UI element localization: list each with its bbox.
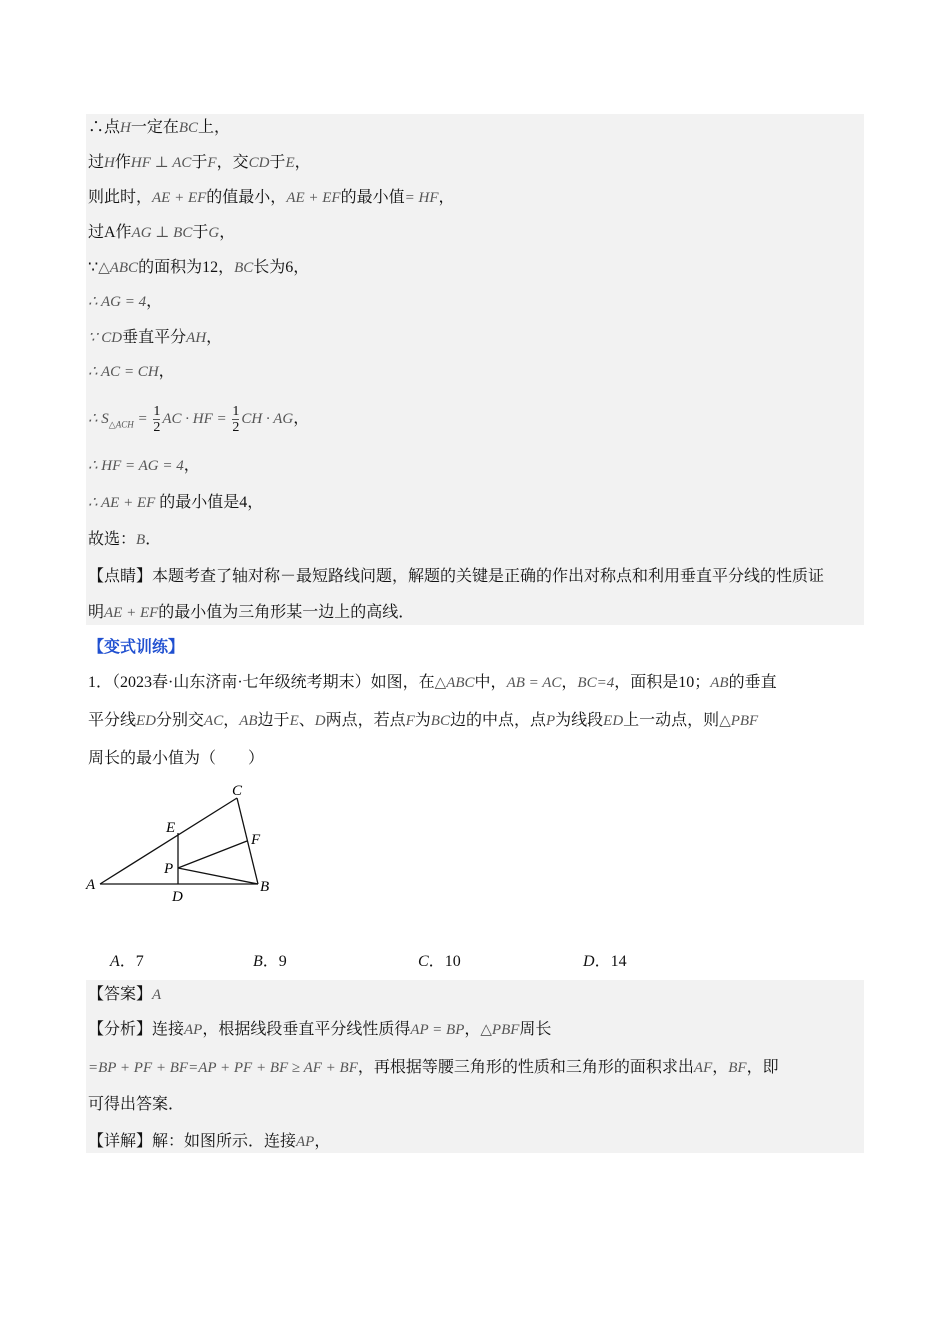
math-expression: CD	[248, 155, 270, 171]
text-line	[88, 153, 311, 173]
text-segment: 【点睛】本题考查了轴对称－最短路线问题，解题的关键是正确的作出对称点和利用垂直平分线的性质证	[88, 568, 825, 585]
option-d[interactable]: D．14	[583, 953, 627, 970]
text-segment: ，	[146, 293, 163, 310]
math-expression: AP	[296, 1134, 315, 1150]
text-line	[88, 530, 161, 550]
text-segment: ，	[223, 712, 240, 729]
text-segment: 的最小值为三角形某一边上的高线．	[158, 604, 415, 621]
denominator: 2	[153, 420, 161, 435]
math-expression: E	[289, 713, 299, 729]
math-expression: H	[120, 120, 131, 136]
math-expression: ∴ AE + EF	[88, 495, 156, 511]
text-line	[88, 292, 162, 312]
text-line	[88, 118, 230, 138]
math-expression: AC	[204, 713, 224, 729]
text-segment: 过A作	[88, 224, 132, 241]
math-expression: AE + EF	[152, 190, 207, 206]
text-line	[88, 711, 758, 731]
math-expression: H	[104, 155, 115, 171]
text-segment: 明	[88, 604, 105, 621]
math-expression: AB	[239, 713, 258, 729]
math-expression: D	[314, 713, 326, 729]
text-segment: 于	[192, 224, 209, 241]
option-value: 7	[135, 953, 144, 970]
text-segment: ，	[294, 154, 311, 171]
math-expression: ∴ HF = AG = 4	[88, 458, 184, 474]
option-letter: A	[110, 953, 120, 970]
text-segment: 长为6，	[253, 259, 310, 276]
option-value: 10	[444, 953, 461, 970]
text-segment: 可得出答案．	[88, 1096, 185, 1113]
option-value: 9	[278, 953, 287, 970]
text-segment: 于	[191, 154, 208, 171]
area-prefix: ∴ S	[88, 411, 109, 428]
text-segment: 故选：	[88, 531, 137, 548]
text-segment: ，再根据等腰三角形的性质和三角形的面积求出	[357, 1059, 694, 1076]
math-expression: AH	[186, 330, 207, 346]
text-segment: 过	[88, 154, 105, 171]
math-expression: △ABC	[434, 675, 475, 691]
text-segment: ，即	[746, 1059, 779, 1076]
text-segment: 的面积为12，	[138, 259, 235, 276]
text-segment: ，	[206, 329, 223, 346]
math-expression: BC	[178, 120, 199, 136]
text-segment: 周长的最小值为（ ）	[88, 750, 265, 767]
text-segment: 边于	[257, 712, 290, 729]
math-expression: ∴ AG = 4	[88, 294, 147, 310]
math-expression: BC	[430, 713, 450, 729]
math-expression: F	[405, 713, 415, 729]
math-expression: △PBF	[480, 1022, 520, 1038]
text-line	[88, 1020, 551, 1040]
text-segment: 作	[114, 154, 131, 171]
option-value: 14	[610, 953, 627, 970]
math-expression: B	[136, 532, 146, 548]
text-segment: 分别交	[156, 712, 205, 729]
text-segment: 的垂直	[728, 674, 777, 691]
text-segment: 两点，若点	[325, 712, 406, 729]
area-end: ，	[293, 410, 310, 428]
text-line	[88, 493, 263, 513]
math-expression: AE + EF	[104, 605, 159, 621]
math-expression: G	[208, 225, 220, 241]
text-segment: ，	[438, 189, 455, 206]
text-segment: 的值最小，	[206, 189, 287, 206]
text-segment: 中，	[474, 674, 507, 691]
text-segment: 于	[269, 154, 286, 171]
triangle-figure	[80, 780, 290, 910]
option-letter: B	[253, 953, 263, 970]
option-a[interactable]: A．7	[110, 953, 144, 970]
math-expression: AB = AC	[506, 675, 562, 691]
text-line	[88, 188, 455, 208]
option-letter: D	[583, 953, 595, 970]
math-expression: ED	[603, 713, 624, 729]
area-tail: CH · AG	[241, 411, 294, 428]
text-segment: 垂直平分	[122, 329, 187, 346]
math-expression: = HF	[404, 190, 439, 206]
math-expression: AP	[184, 1022, 203, 1038]
area-eq: =	[133, 411, 152, 428]
text-segment: ，面积是10；	[614, 674, 711, 691]
denominator: 2	[232, 420, 240, 435]
numerator: 1	[153, 404, 161, 419]
text-segment: ，	[561, 674, 578, 691]
label-F: F	[251, 832, 261, 848]
segment-PF	[178, 841, 247, 868]
option-b[interactable]: B．9	[253, 953, 287, 970]
text-line	[88, 1058, 779, 1078]
text-segment: ．	[145, 531, 162, 548]
math-expression: BF	[728, 1060, 747, 1076]
text-line	[88, 749, 264, 769]
numerator: 1	[232, 404, 240, 419]
fraction-half	[232, 404, 239, 435]
option-c[interactable]: C．10	[418, 953, 461, 970]
math-expression: A	[152, 987, 162, 1003]
text-segment: ，根据线段垂直平分线性质得	[202, 1021, 411, 1038]
area-mid: AC · HF =	[162, 411, 231, 428]
text-segment: 【分析】连接	[88, 1021, 185, 1038]
text-segment: 平分线	[88, 712, 137, 729]
math-expression: AB	[710, 675, 729, 691]
section-title: 【变式训练】	[88, 639, 185, 656]
label-A: A	[86, 877, 96, 893]
math-expression: △PBF	[719, 713, 759, 729]
text-segment: 1．（2023春·山东济南·七年级统考期末）如图，在	[88, 674, 435, 691]
text-segment: 则此时，	[88, 189, 153, 206]
text-segment: ∴点	[88, 119, 121, 136]
math-expression: BC=4	[577, 675, 615, 691]
text-segment: 为线段	[555, 712, 604, 729]
text-segment: 【答案】	[88, 986, 153, 1003]
math-expression: ∴ AC = CH	[88, 364, 159, 380]
text-segment: 一定在	[130, 119, 179, 136]
math-expression: △ABC	[98, 260, 139, 276]
text-segment: ，	[219, 224, 236, 241]
area-subscript: △ACH	[108, 419, 134, 430]
text-segment: 、	[298, 712, 315, 729]
math-expression: E	[285, 155, 295, 171]
math-expression: HF ⊥ AC	[130, 155, 192, 171]
text-segment: 的最小值	[340, 189, 405, 206]
text-segment: 边的中点，点	[449, 712, 546, 729]
text-segment: 为	[414, 712, 431, 729]
text-segment: ，	[314, 1133, 331, 1150]
text-line	[88, 258, 309, 278]
text-line	[88, 1095, 184, 1115]
math-expression: ED	[136, 713, 157, 729]
text-segment: ，	[464, 1021, 481, 1038]
label-D: D	[172, 889, 183, 905]
math-expression: AF	[693, 1060, 713, 1076]
text-segment: 上，	[198, 119, 231, 136]
text-line	[88, 603, 414, 623]
label-P: P	[164, 861, 174, 877]
text-segment: ，	[183, 457, 200, 474]
text-segment: 上一动点，则	[623, 712, 720, 729]
text-line	[88, 456, 200, 476]
text-line	[88, 985, 161, 1005]
text-line	[88, 673, 777, 693]
math-expression: BC	[234, 260, 254, 276]
text-line	[88, 567, 824, 587]
label-C: C	[232, 783, 243, 799]
text-segment: 周长	[519, 1021, 552, 1038]
text-segment: ∵	[88, 259, 99, 276]
math-expression: =BP + PF + BF=AP + PF + BF ≥ AF + BF	[88, 1060, 358, 1076]
label-E: E	[166, 820, 176, 836]
math-expression: F	[207, 155, 217, 171]
math-expression: ∵ CD	[88, 330, 123, 346]
text-segment: ，	[158, 363, 175, 380]
label-B: B	[260, 879, 270, 895]
math-expression: P	[545, 713, 556, 729]
text-segment: ，	[712, 1059, 729, 1076]
text-segment: 【详解】解：如图所示．连接	[88, 1133, 297, 1150]
text-line	[88, 362, 175, 382]
text-line	[88, 328, 222, 348]
text-line	[88, 223, 235, 243]
text-segment: 的最小值是4，	[155, 494, 264, 511]
option-letter: C	[418, 953, 429, 970]
math-expression: AP = BP	[410, 1022, 465, 1038]
text-segment: ，交	[216, 154, 249, 171]
math-expression: AE + EF	[286, 190, 341, 206]
math-expression: AG ⊥ BC	[131, 225, 193, 241]
area-equation-line	[88, 404, 309, 435]
segment-PB	[178, 868, 258, 884]
fraction-half	[153, 404, 160, 435]
text-line	[88, 1132, 330, 1152]
